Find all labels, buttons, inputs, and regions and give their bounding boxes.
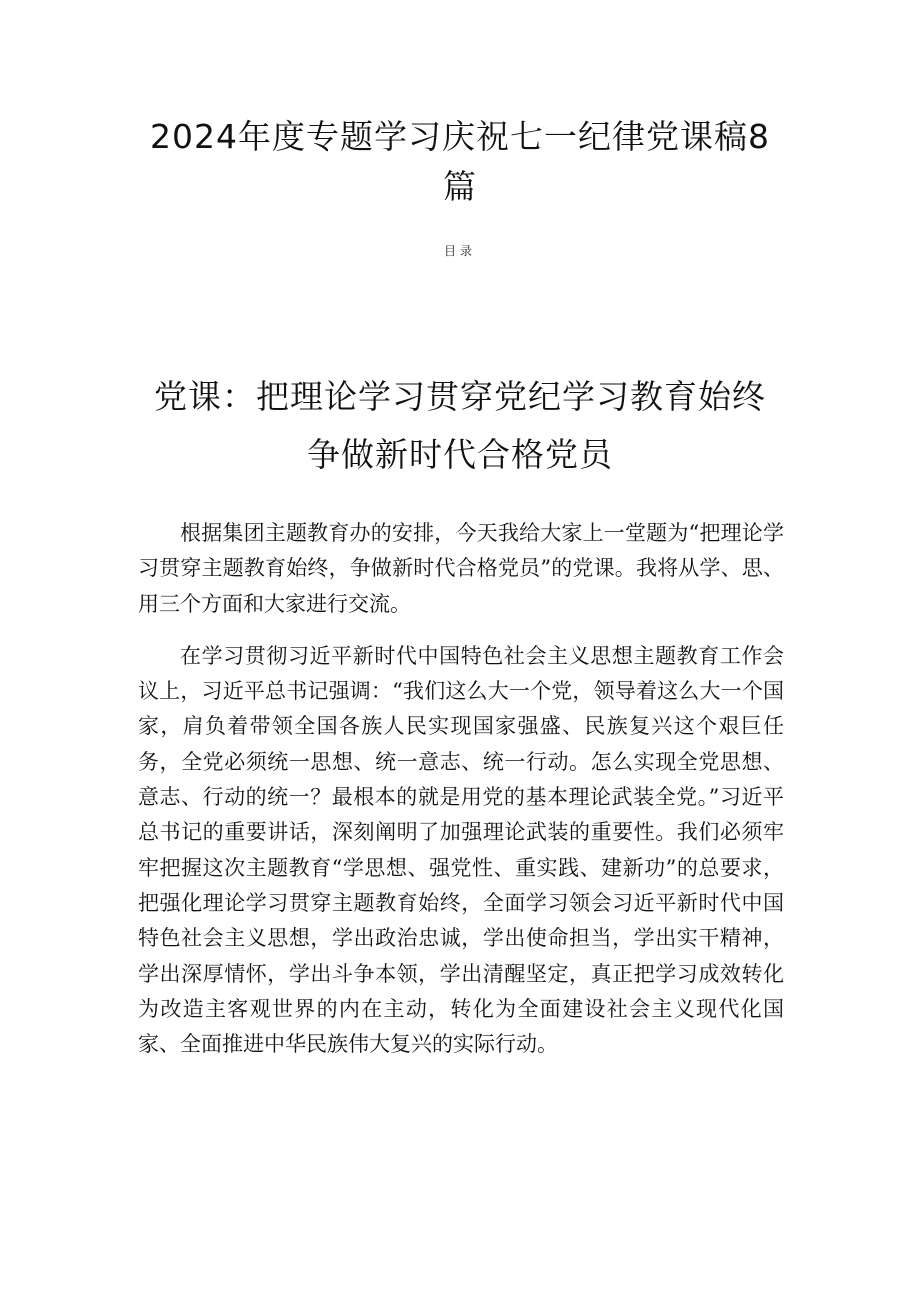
article-title-line-2: 争做新时代合格党员 bbox=[307, 435, 613, 474]
table-of-contents-label: 目录 bbox=[443, 244, 476, 258]
document-title: 2024年度专题学习庆祝七一纪律党课稿8篇 bbox=[150, 117, 770, 206]
article-body bbox=[138, 516, 784, 1062]
article-title bbox=[110, 368, 810, 484]
body-paragraph-2: 在学习贯彻习近平新时代中国特色社会主义思想主题教育工作会议上，习近平总书记强调：“我们这么大一个党，领导着这么大一个国家，肩负着带领全国各族人民实现国家强盛、民族复兴这个艰巨任务，全党必须统一思想、统一意志、统一行动。怎么实现全党思想、意志、行动的统一？最根本的就是用党的基本理论武装全党。”习近平总书记的重要讲话，深刻阐明了加强理论武装的重要性。我们必须牢牢把握这次主题教育“学思想、强党性、重实践、建新功”的总要求，把强化理论学习贯穿主题教育始终，全面学习领会习近平新时代中国特色社会主义思想，学出政治忠诚，学出使命担当，学出实干精神，学出深厚情怀，学出斗争本领，学出清醒坚定，真正把学习成效转化为改造主客观世界的内在主动，转化为全面建设社会主义现代化国家、全面推进中华民族伟大复兴的实际行动。 bbox=[138, 643, 784, 1057]
article-title-line-1: 党课：把理论学习贯穿党纪学习教育始终 bbox=[154, 377, 766, 416]
body-paragraph-1: 根据集团主题教育办的安排，今天我给大家上一堂题为“把理论学习贯穿主题教育始终，争做新时代合格党员”的党课。我将从学、思、用三个方面和大家进行交流。 bbox=[138, 521, 784, 616]
